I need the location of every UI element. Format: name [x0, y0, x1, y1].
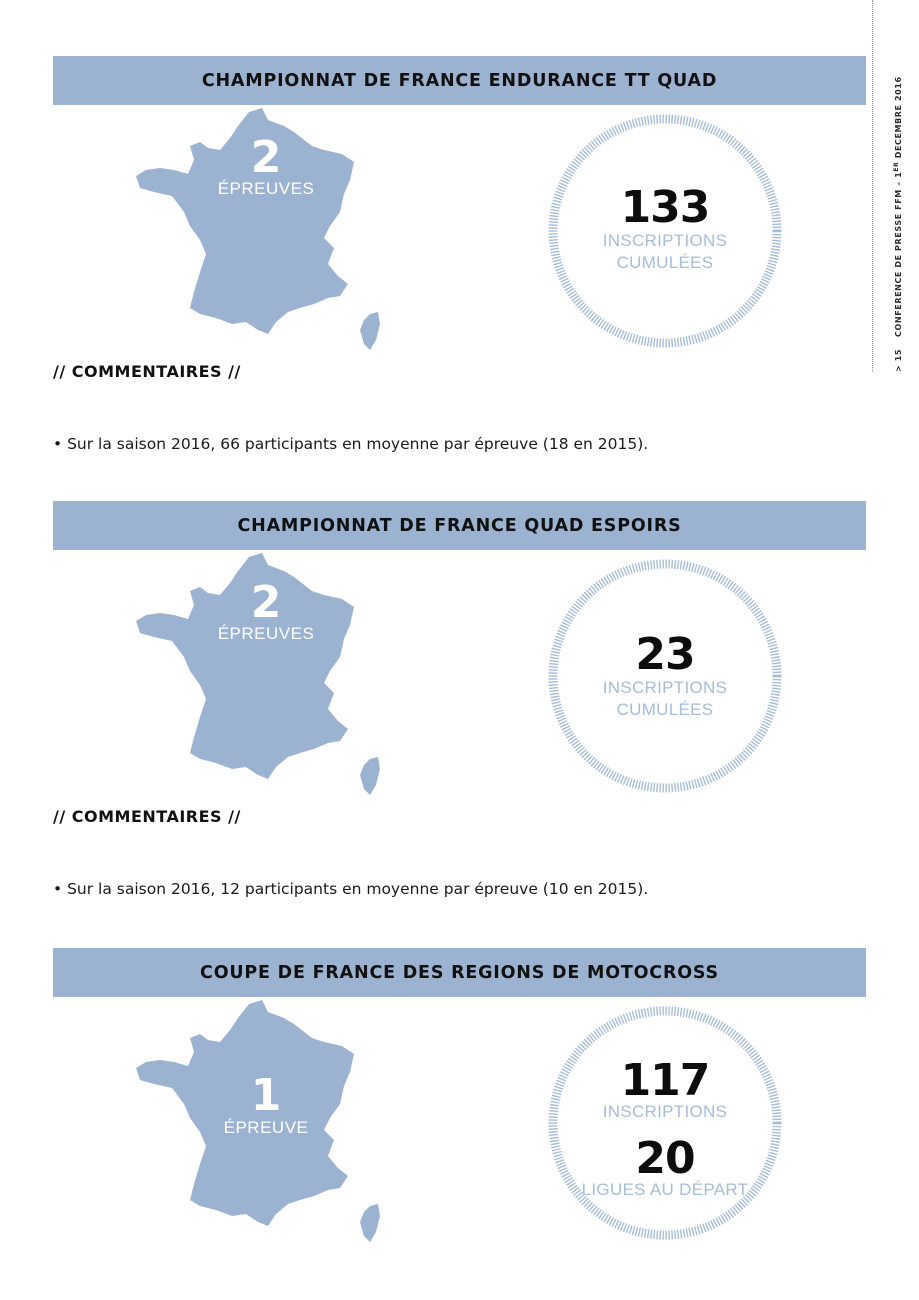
section-title: CHAMPIONNAT DE FRANCE QUAD ESPOIRS: [237, 515, 682, 536]
comments-heading: // COMMENTAIRES //: [53, 362, 241, 381]
page-number: > 15: [894, 348, 903, 372]
stat-ring: [546, 1004, 784, 1242]
events-label: ÉPREUVE: [223, 1118, 309, 1137]
events-count: 2: [250, 577, 282, 628]
registrations-label: INSCRIPTIONS: [602, 1102, 728, 1121]
events-label: ÉPREUVES: [217, 179, 315, 198]
leagues-label: LIGUES AU DÉPART: [581, 1180, 749, 1199]
section-banner: [53, 56, 866, 105]
running-title-date: DECEMBRE 2016: [894, 76, 903, 162]
registrations-value: 117: [620, 1055, 710, 1106]
running-title-superscript: ER: [893, 161, 900, 172]
comment-text: • Sur la saison 2016, 66 participants en moyenne par épreuve (18 en 2015).: [53, 435, 649, 453]
registrations-value: 133: [620, 182, 710, 233]
events-label: ÉPREUVES: [217, 624, 315, 643]
comment-text: • Sur la saison 2016, 12 participants en moyenne par épreuve (10 en 2015).: [53, 880, 649, 898]
registrations-label-line2: CUMULÉES: [616, 253, 714, 272]
comments-heading: // COMMENTAIRES //: [53, 807, 241, 826]
events-count: 2: [250, 132, 282, 183]
registrations-label-line1: INSCRIPTIONS: [602, 231, 728, 250]
section-banner: [53, 948, 866, 997]
registrations-value: 23: [635, 629, 695, 680]
section-title: CHAMPIONNAT DE FRANCE ENDURANCE TT QUAD: [201, 70, 718, 91]
section-banner: [53, 501, 866, 550]
stat-ring-shape: [546, 1004, 784, 1242]
registrations-label-line1: INSCRIPTIONS: [602, 678, 728, 697]
sidebar-divider: [872, 0, 873, 372]
events-count: 1: [250, 1070, 282, 1121]
leagues-value: 20: [635, 1133, 695, 1184]
sidebar-running-header: [893, 76, 903, 372]
registrations-label-line2: CUMULÉES: [616, 700, 714, 719]
section-title: COUPE DE FRANCE DES REGIONS DE MOTOCROSS: [200, 962, 719, 983]
running-title: CONFERENCE DE PRESSE FFM – 1: [894, 171, 903, 337]
